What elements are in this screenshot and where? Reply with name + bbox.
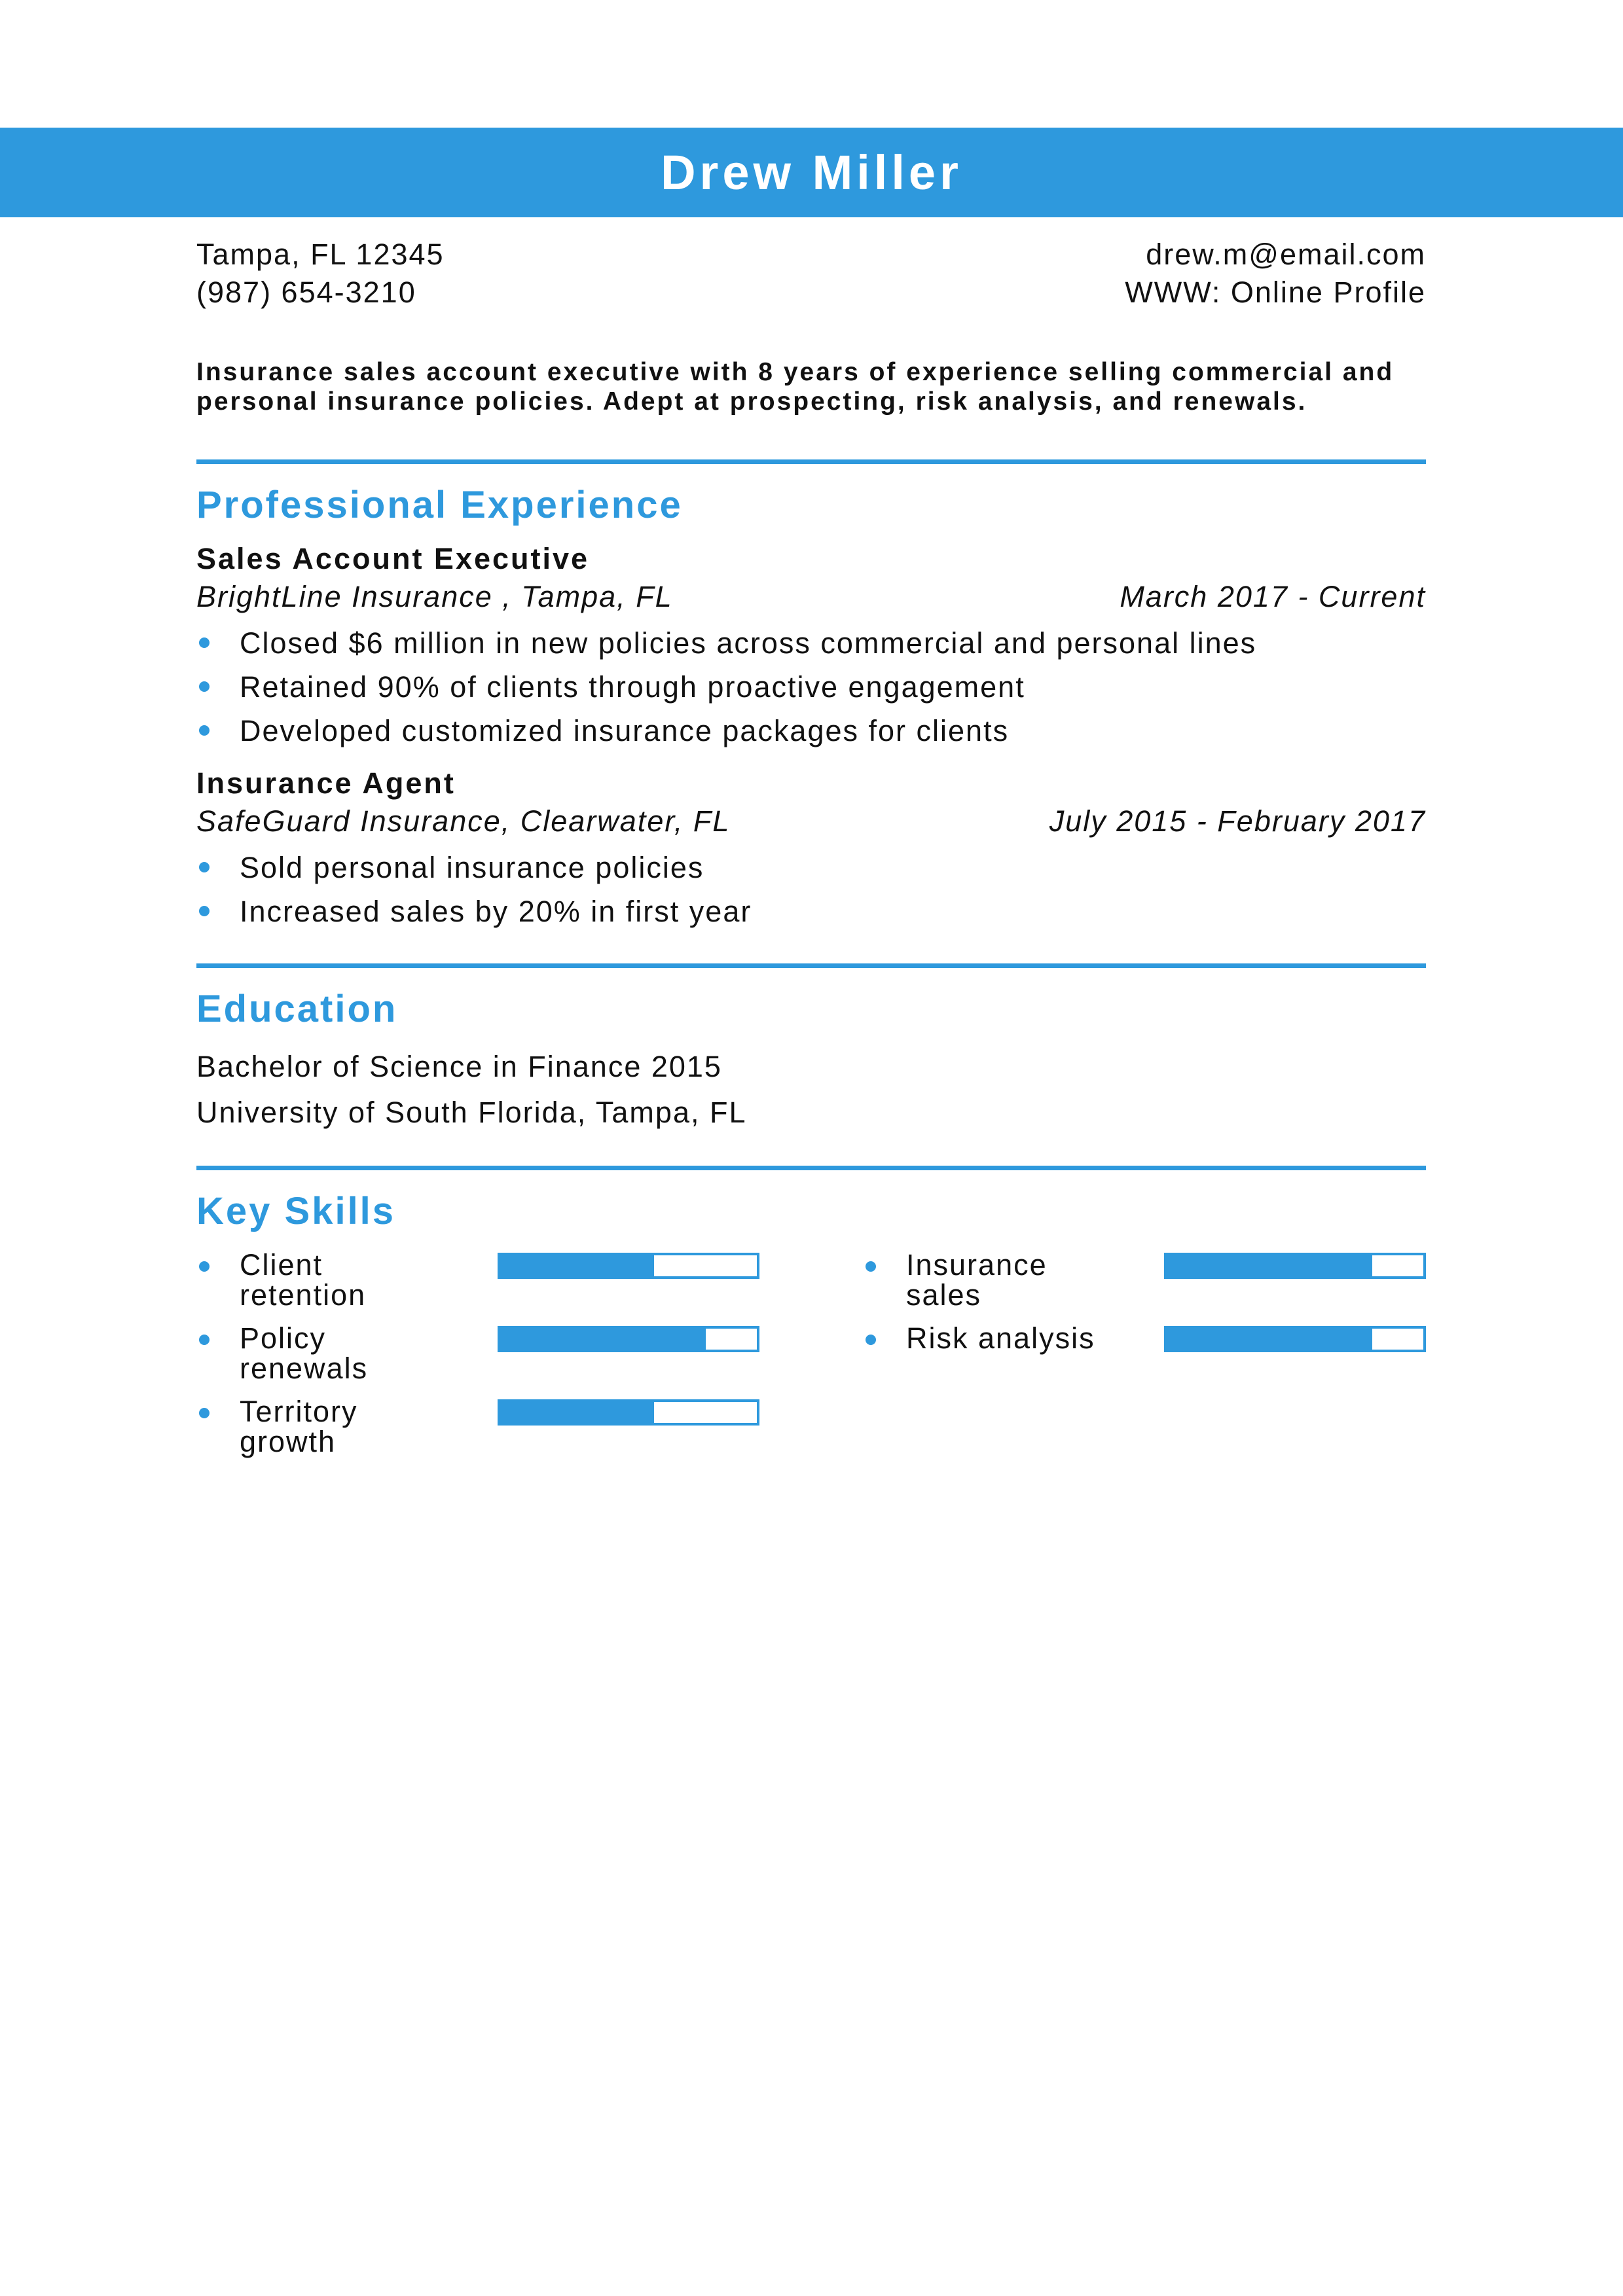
skill-level-bar <box>498 1399 759 1426</box>
education-heading: Education <box>196 988 398 1030</box>
job-entry <box>196 540 1426 753</box>
skill-name: Territory growth <box>240 1395 358 1458</box>
skill-level-fill <box>1167 1329 1372 1350</box>
section-divider <box>196 1166 1426 1170</box>
skill-row <box>196 1397 759 1470</box>
skills-column-right <box>863 1250 1426 1470</box>
job-meta <box>196 802 1426 840</box>
skill-level-bar <box>498 1326 759 1352</box>
bullet-text: Closed $6 million in new policies across commercial and personal lines <box>240 626 1257 660</box>
bullet-icon <box>866 1261 876 1272</box>
header-band <box>0 128 1623 217</box>
school: University of South Florida, Tampa, FL <box>196 1096 747 1129</box>
bullet-text: Retained 90% of clients through proactive engagement <box>240 670 1025 704</box>
professional-summary: Insurance sales account executive with 8 years of experience selling commercial and personal insurance policies. Adept at prospecting, risk analysis, and renewals. <box>196 358 1395 416</box>
contact-info <box>196 236 1426 312</box>
job-meta <box>196 578 1426 616</box>
website-link[interactable]: WWW: Online Profile <box>1125 276 1426 309</box>
skill-level-fill <box>1167 1255 1372 1276</box>
section-divider <box>196 459 1426 464</box>
skill-label <box>196 1250 498 1310</box>
skill-row <box>863 1323 1426 1397</box>
bullet-icon <box>199 1335 210 1345</box>
job-company: SafeGuard Insurance, Clearwater, FL <box>196 804 731 838</box>
education-entry <box>196 1044 1426 1136</box>
job-entry <box>196 764 1426 933</box>
bullet-icon <box>199 637 210 648</box>
skill-label <box>863 1323 1164 1354</box>
contact-right <box>1125 236 1426 312</box>
skill-level-fill <box>500 1255 654 1276</box>
skill-label <box>196 1397 498 1457</box>
bullet-text: Sold personal insurance policies <box>240 851 704 884</box>
skill-name: Client retention <box>240 1248 367 1312</box>
job-title: Sales Account Executive <box>196 542 590 575</box>
email-link[interactable]: drew.m@email.com <box>1146 238 1426 271</box>
degree: Bachelor of Science in Finance 2015 <box>196 1050 722 1083</box>
list-item <box>196 846 1426 889</box>
job-company: BrightLine Insurance , Tampa, FL <box>196 580 673 613</box>
skill-level-bar <box>498 1253 759 1279</box>
bullet-icon <box>199 1261 210 1272</box>
skill-level-bar <box>1164 1253 1426 1279</box>
skill-level-bar <box>1164 1326 1426 1352</box>
skill-name: Policy renewals <box>240 1321 369 1385</box>
skills-heading: Key Skills <box>196 1190 396 1232</box>
bullet-icon <box>199 681 210 692</box>
section-divider <box>196 963 1426 968</box>
job-bullets <box>196 846 1426 933</box>
job-dates: March 2017 - Current <box>1120 580 1426 613</box>
skill-name: Insurance sales <box>906 1248 1048 1312</box>
job-dates: July 2015 - February 2017 <box>1049 804 1426 838</box>
skill-label <box>196 1323 498 1384</box>
contact-left <box>196 236 445 312</box>
skill-level-fill <box>500 1402 654 1423</box>
skill-level-fill <box>500 1329 706 1350</box>
address: Tampa, FL 12345 <box>196 238 445 271</box>
candidate-name: Drew Miller <box>661 145 962 200</box>
experience-heading: Professional Experience <box>196 484 683 526</box>
bullet-icon <box>199 1408 210 1418</box>
skill-label <box>863 1250 1164 1310</box>
skills-grid <box>196 1250 1426 1470</box>
job-bullets <box>196 621 1426 753</box>
skill-row <box>863 1250 1426 1323</box>
list-item <box>196 709 1426 753</box>
bullet-icon <box>199 906 210 916</box>
resume-content <box>196 236 1426 1470</box>
phone: (987) 654-3210 <box>196 276 416 309</box>
skill-name: Risk analysis <box>906 1321 1095 1355</box>
bullet-icon <box>199 862 210 872</box>
list-item <box>196 621 1426 665</box>
bullet-text: Developed customized insurance packages for clients <box>240 714 1010 747</box>
skills-column-left <box>196 1250 759 1470</box>
job-title: Insurance Agent <box>196 766 456 800</box>
skill-row <box>196 1323 759 1397</box>
list-item <box>196 889 1426 933</box>
skill-row <box>196 1250 759 1323</box>
bullet-icon <box>866 1335 876 1345</box>
list-item <box>196 665 1426 709</box>
bullet-text: Increased sales by 20% in first year <box>240 895 752 928</box>
bullet-icon <box>199 725 210 736</box>
